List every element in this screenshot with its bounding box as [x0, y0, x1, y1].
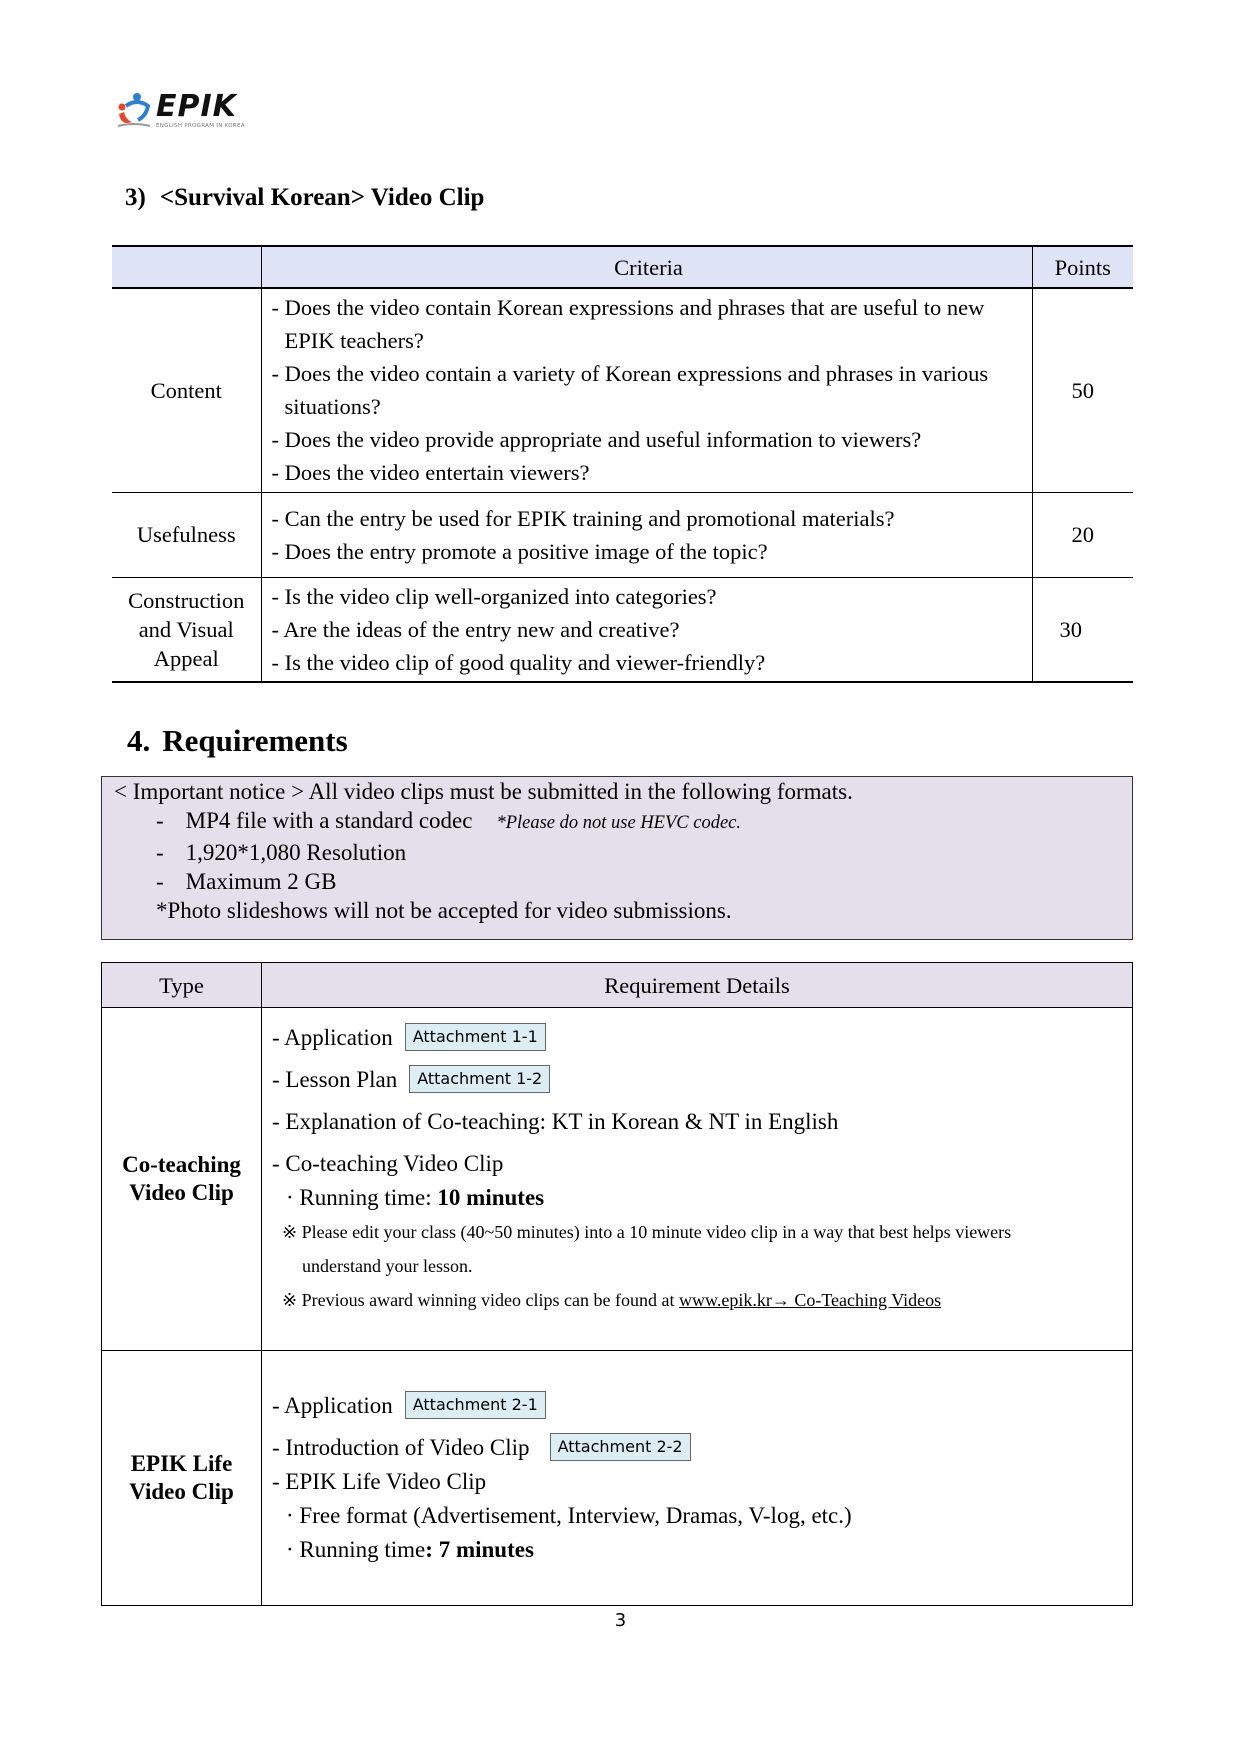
table-row-coteaching	[102, 1008, 1133, 1351]
bullet: -	[156, 808, 164, 833]
header-criteria: Criteria	[261, 246, 1032, 288]
bullet: -	[156, 869, 164, 894]
section-3-title	[125, 184, 484, 212]
application-label: - Application	[272, 1025, 393, 1050]
criteria-table	[112, 245, 1133, 683]
header-points: Points	[1032, 246, 1133, 288]
type-cell	[102, 1351, 262, 1606]
running-time-line	[272, 1181, 1122, 1215]
detail-line	[272, 1021, 1122, 1055]
running-time-value: : 7 minutes	[425, 1537, 534, 1562]
points-cell: 30	[1032, 577, 1133, 682]
category-line: Construction	[128, 587, 245, 613]
format-line: · Free format (Advertisement, Interview, Dramas, V-log, etc.)	[286, 1503, 852, 1528]
epik-logo	[116, 90, 256, 134]
category-line: Appeal	[153, 645, 219, 671]
criteria-item: - Does the video provide appropriate and useful information to viewers?	[271, 427, 922, 453]
criteria-item: - Can the entry be used for EPIK training and promotional materials?	[271, 505, 895, 531]
explanation-line: - Explanation of Co-teaching: KT in Korean & NT in English	[272, 1109, 839, 1134]
page-number: 3	[614, 1610, 627, 1631]
type-line: Co-teaching	[122, 1152, 241, 1177]
notice-footnote: *Photo slideshows will not be accepted for video submissions.	[156, 898, 732, 923]
details-cell	[262, 1351, 1133, 1606]
notice-item-text: MP4 file with a standard codec	[185, 808, 473, 833]
category-cell: Content	[112, 288, 261, 492]
section-number: 3)	[125, 184, 146, 211]
clip-line: - Co-teaching Video Clip	[272, 1151, 504, 1176]
running-time-value: 10 minutes	[437, 1185, 545, 1210]
header-blank	[112, 246, 261, 288]
category-cell: Usefulness	[112, 492, 261, 577]
type-line: Video Clip	[129, 1479, 234, 1504]
epik-people-icon	[116, 92, 152, 130]
intro-label: - Introduction of Video Clip	[272, 1435, 530, 1460]
section-4-title	[127, 723, 348, 759]
table-header-row	[102, 963, 1133, 1008]
points-cell: 20	[1032, 492, 1133, 577]
notice-item-note: *Please do not use HEVC codec.	[496, 813, 741, 833]
attachment-2-2-badge[interactable]: Attachment 2-2	[550, 1433, 691, 1461]
section-number: 4.	[127, 723, 151, 758]
type-line: EPIK Life	[130, 1451, 233, 1476]
clip-line: - EPIK Life Video Clip	[272, 1469, 487, 1494]
lesson-plan-label: - Lesson Plan	[272, 1067, 398, 1092]
running-time-label: · Running time	[286, 1537, 426, 1562]
important-notice-box	[101, 776, 1133, 940]
notice-item	[114, 867, 1132, 896]
section-title-text: <Survival Korean> Video Clip	[159, 184, 485, 211]
table-row	[112, 492, 1133, 577]
table-header-row	[112, 246, 1133, 288]
criteria-item: - Is the video clip well-organized into categories?	[271, 583, 717, 609]
note-prefix: ※ Previous award winning video clips can be found at	[282, 1290, 679, 1310]
notice-item-text: 1,920*1,080 Resolution	[185, 840, 407, 865]
criteria-item: - Does the video entertain viewers?	[271, 460, 590, 486]
details-cell	[262, 1008, 1133, 1351]
table-row	[112, 288, 1133, 492]
bullet: -	[156, 840, 164, 865]
criteria-item: - Does the video contain Korean expressions and phrases that are useful to new EPIK teachers?	[271, 295, 985, 354]
table-row-epiklife	[102, 1351, 1133, 1606]
category-cell	[112, 577, 261, 682]
logo-text: EPIK	[156, 89, 237, 124]
requirements-table	[101, 962, 1133, 1606]
section-title-text: Requirements	[162, 723, 348, 758]
notice-item-text: Maximum 2 GB	[185, 869, 337, 894]
application-label: - Application	[272, 1393, 393, 1418]
type-cell	[102, 1008, 262, 1351]
type-line: Video Clip	[129, 1180, 234, 1205]
criteria-item: - Is the video clip of good quality and viewer-friendly?	[271, 649, 766, 675]
notice-item	[114, 838, 1132, 867]
attachment-1-1-badge[interactable]: Attachment 1-1	[405, 1023, 546, 1051]
logo-subtitle: ENGLISH PROGRAM IN KOREA	[156, 123, 245, 129]
criteria-item: - Does the video contain a variety of Korean expressions and phrases in various situations?	[271, 361, 989, 420]
note-line: understand your lesson.	[302, 1256, 473, 1276]
table-row	[112, 577, 1133, 682]
criteria-item: - Are the ideas of the entry new and creative?	[271, 616, 680, 642]
criteria-cell	[261, 288, 1032, 492]
notice-item	[114, 806, 1132, 838]
detail-line	[272, 1389, 1122, 1423]
criteria-cell	[261, 577, 1032, 682]
running-time-label: · Running time:	[286, 1185, 438, 1210]
header-requirement-details: Requirement Details	[262, 963, 1133, 1008]
criteria-item: - Does the entry promote a positive image of the topic?	[271, 538, 768, 564]
note-line	[272, 1283, 1122, 1317]
notice-heading: < Important notice > All video clips must be submitted in the following formats.	[114, 779, 853, 804]
header-type: Type	[102, 963, 262, 1008]
attachment-2-1-badge[interactable]: Attachment 2-1	[405, 1391, 546, 1419]
criteria-cell	[261, 492, 1032, 577]
detail-line	[272, 1431, 1122, 1465]
detail-line	[272, 1063, 1122, 1097]
running-time-line	[272, 1533, 1122, 1567]
note-line: ※ Please edit your class (40~50 minutes) into a 10 minute video clip in a way that best helps viewers	[282, 1222, 1012, 1242]
points-cell: 50	[1032, 288, 1133, 492]
epik-website-link[interactable]: www.epik.kr→ Co-Teaching Videos	[679, 1290, 942, 1310]
attachment-1-2-badge[interactable]: Attachment 1-2	[409, 1065, 550, 1093]
category-line: and Visual	[138, 616, 234, 642]
